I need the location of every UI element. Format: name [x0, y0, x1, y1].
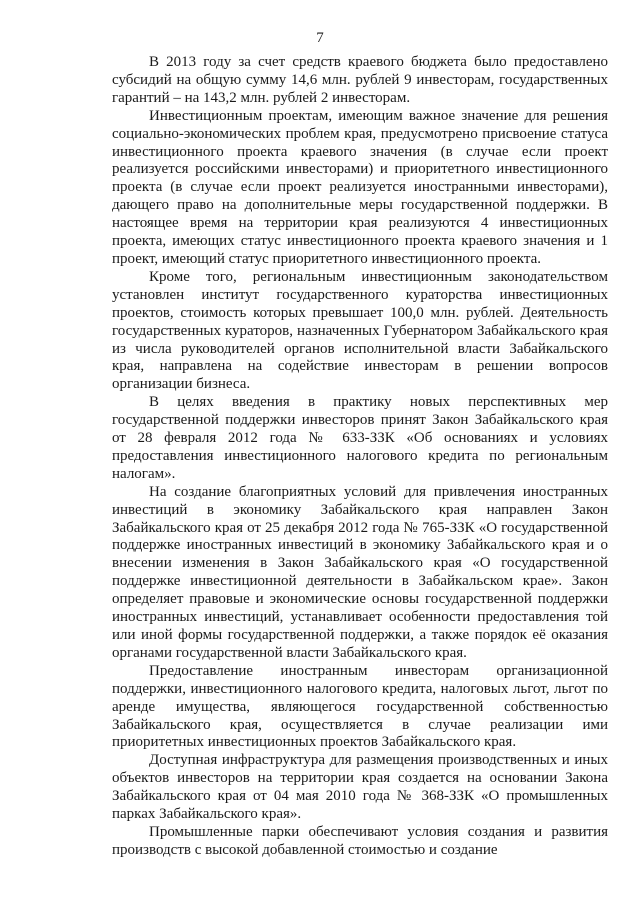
- paragraph-industrial-parks: Промышленные парки обеспечивают условия создания и развития производств с высокой добавленной стоимостью и создание: [112, 823, 608, 858]
- page-number: 7: [316, 30, 324, 46]
- paragraph-curators: Кроме того, региональным инвестиционным законодательством установлен институт государственного кураторства инвестиционных проектов, стоимость которых превышает 100,0 млн. рублей. Деятельность государственных кураторов, назначенных Губернатором Забайкальского края из числа руководителей органов исполнительной власти Забайкальского края, направлена на содействие инвесторам в решении вопросов организации бизнеса.: [112, 268, 608, 393]
- document-body: [112, 54, 608, 860]
- paragraph-tax-credit-law: В целях введения в практику новых перспективных мер государственной поддержки инвесторов принят Закон Забайкальского края от 28 февраля 2012 года № 633-ЗЗК «Об основаниях и условиях предоставления инвестиционного налогового кредита по региональным налогам».: [112, 394, 608, 482]
- paragraph-foreign-investment-law: На создание благоприятных условий для привлечения иностранных инвестиций в экономику Забайкальского края направлен Закон Забайкальского края от 25 декабря 2012 года № 765-ЗЗК «О государственной поддержке иностранных инвестиций в экономику Забайкальского края и о внесении изменения в Закон Забайкальского края «О государственной поддержке инвестиционной деятельности в Забайкальском крае». Закон определяет правовые и экономические основы государственной поддержки иностранных инвестиций, устанавливает особенности предоставления той или иной формы государственной поддержки, а также порядок её оказания органами государственной власти Забайкальского края.: [112, 483, 608, 661]
- paragraph-project-status: Инвестиционным проектам, имеющим важное значение для решения социально-экономических проблем края, предусмотрено присвоение статуса инвестиционного проекта краевого значения (в случае если проект реализуется российскими инвесторами) и приоритетного инвестиционного проекта (в случае если проект реализуется иностранными инвесторами), дающего право на дополнительные меры государственной поддержки. В настоящее время на территории края реализуются 4 инвестиционных проекта, имеющих статус инвестиционного проекта краевого значения и 1 проект, имеющий статус приоритетного инвестиционного проекта.: [112, 107, 608, 267]
- paragraph-industrial-parks-law: Доступная инфраструктура для размещения производственных и иных объектов инвесторов на территории края создается на основании Закона Забайкальского края от 04 мая 2010 года № 368-ЗЗК «О промышленных парках Забайкальского края».: [112, 752, 608, 823]
- paragraph-foreign-investor-support: Предоставление иностранным инвесторам организационной поддержки, инвестиционного налогового кредита, налоговых льгот, льгот по аренде имущества, являющегося государственной собственностью Забайкальского края, осуществляется в случае реализации ими приоритетных инвестиционных проектов Забайкальского края.: [112, 662, 608, 751]
- paragraph-subsidies: В 2013 году за счет средств краевого бюджета было предоставлено субсидий на общую сумму 14,6 млн. рублей 9 инвесторам, государственных гарантий – на 143,2 млн. рублей 2 инвесторам.: [112, 54, 608, 106]
